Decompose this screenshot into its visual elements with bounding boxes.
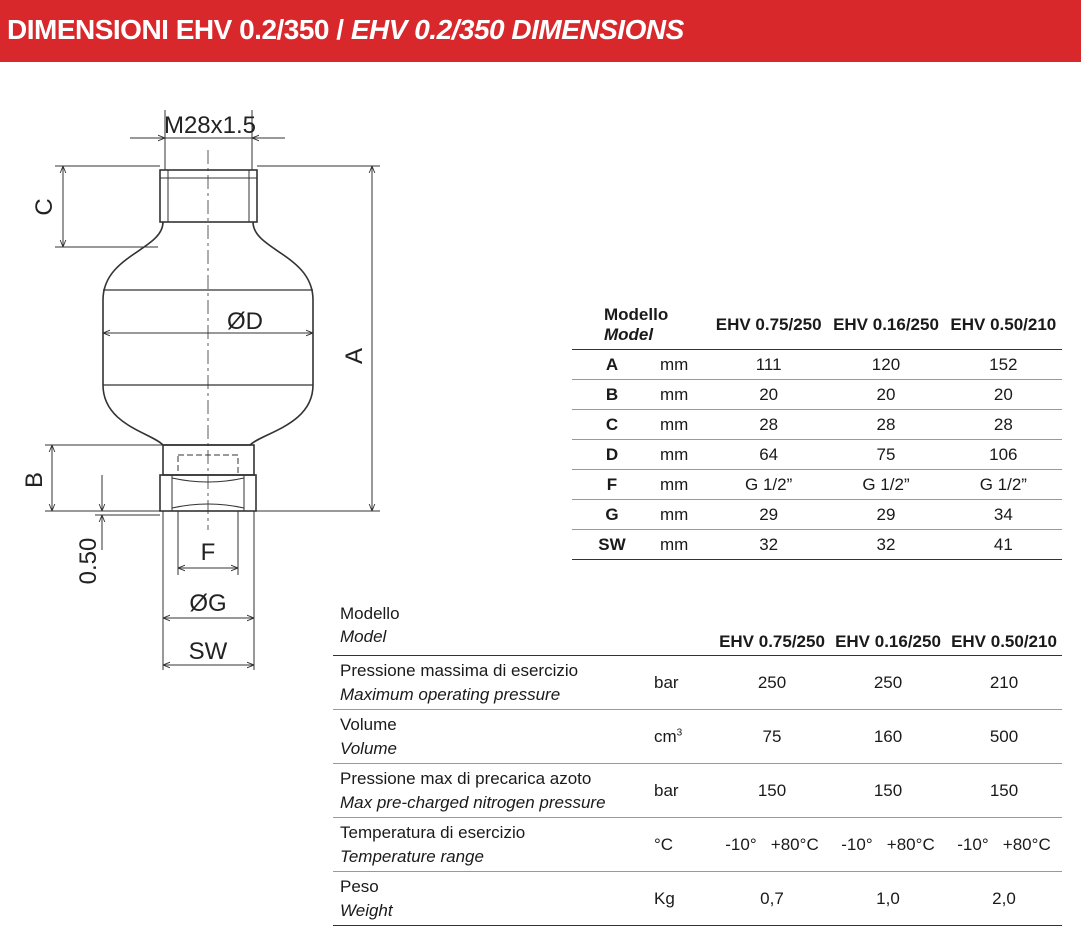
model-header-it: Modello	[604, 304, 669, 324]
title-separator: /	[329, 14, 351, 45]
value-cell: 28	[827, 410, 944, 440]
parameter-cell	[333, 656, 654, 710]
model-column-header: EHV 0.75/250	[710, 300, 827, 350]
unit-cell: Kg	[654, 872, 714, 926]
unit-cell: bar	[654, 764, 714, 818]
parameter-en: Temperature range	[340, 846, 484, 866]
value-cell: 2,0	[946, 872, 1062, 926]
dim-g-label: ØG	[189, 590, 227, 617]
value-cell: 250	[714, 656, 830, 710]
unit-cell: bar	[654, 656, 714, 710]
table-row	[572, 380, 1062, 410]
value-cell: 41	[945, 530, 1062, 560]
parameter-cell	[333, 818, 654, 872]
parameter-it: Pressione max di precarica azoto	[340, 768, 592, 788]
parameter-en: Volume	[340, 738, 398, 758]
value-cell: 29	[827, 500, 944, 530]
value-cell: 75	[827, 440, 944, 470]
parameter-it: Volume	[340, 714, 397, 734]
dim-f-label: F	[200, 539, 216, 566]
unit-cell: mm	[652, 500, 710, 530]
model-column-header: EHV 0.50/210	[945, 300, 1062, 350]
dim-c-label: C	[31, 198, 58, 216]
table-row	[333, 764, 1062, 818]
thread-label: M28x1.5	[163, 112, 257, 139]
dim-a-label: A	[341, 347, 368, 365]
model-header-it: Modello	[340, 604, 400, 623]
value-cell: 120	[827, 350, 944, 380]
value-cell: G 1/2”	[945, 470, 1062, 500]
dimension-label: G	[572, 500, 652, 530]
table-row	[572, 530, 1062, 560]
table-header-row	[572, 300, 1062, 350]
dimension-label: A	[572, 350, 652, 380]
title-english: EHV 0.2/350 DIMENSIONS	[350, 14, 684, 45]
value-cell: 0,7	[714, 872, 830, 926]
unit-cell	[654, 710, 714, 764]
value-cell: 111	[710, 350, 827, 380]
model-header	[333, 600, 654, 656]
value-cell: -10° +80°C	[830, 818, 946, 872]
table-header-row	[333, 600, 1062, 656]
table-row	[333, 710, 1062, 764]
value-cell: 106	[945, 440, 1062, 470]
dim-050-label: 0.50	[75, 537, 102, 585]
value-cell: 64	[710, 440, 827, 470]
value-cell: -10° +80°C	[946, 818, 1062, 872]
parameter-en: Weight	[340, 900, 393, 920]
unit-cell: mm	[652, 350, 710, 380]
model-header-en: Model	[340, 627, 387, 646]
dimension-label: B	[572, 380, 652, 410]
table-row	[572, 440, 1062, 470]
model-column-header: EHV 0.16/250	[827, 300, 944, 350]
model-column-header: EHV 0.75/250	[714, 600, 830, 656]
unit-cell: mm	[652, 470, 710, 500]
table-row	[572, 500, 1062, 530]
value-cell: 150	[714, 764, 830, 818]
title-italian: DIMENSIONI EHV 0.2/350	[7, 14, 330, 45]
value-cell: 150	[946, 764, 1062, 818]
parameter-cell	[333, 872, 654, 926]
value-cell: G 1/2”	[710, 470, 827, 500]
page-title	[7, 14, 684, 46]
dim-b-label: B	[21, 471, 48, 489]
value-cell: 34	[945, 500, 1062, 530]
parameter-it: Pressione massima di esercizio	[340, 660, 579, 680]
parameter-it: Temperatura di esercizio	[340, 822, 526, 842]
model-column-header: EHV 0.16/250	[830, 600, 946, 656]
unit-cell: mm	[652, 440, 710, 470]
model-header	[572, 300, 710, 350]
value-cell: -10° +80°C	[714, 818, 830, 872]
value-cell: 32	[827, 530, 944, 560]
value-cell: 152	[945, 350, 1062, 380]
unit-superscript: 3	[676, 726, 683, 738]
dimensions-table	[572, 300, 1062, 560]
dimension-label: SW	[572, 530, 652, 560]
value-cell: 1,0	[830, 872, 946, 926]
unit-column-header	[654, 600, 714, 656]
value-cell: 75	[714, 710, 830, 764]
parameter-cell	[333, 764, 654, 818]
table-row	[333, 818, 1062, 872]
value-cell: 28	[710, 410, 827, 440]
table-row	[333, 656, 1062, 710]
dimension-label: C	[572, 410, 652, 440]
value-cell: 28	[945, 410, 1062, 440]
value-cell: 160	[830, 710, 946, 764]
table-row	[572, 410, 1062, 440]
parameter-cell	[333, 710, 654, 764]
unit-text: cm	[654, 726, 677, 746]
value-cell: G 1/2”	[827, 470, 944, 500]
value-cell: 20	[710, 380, 827, 410]
table-row	[572, 350, 1062, 380]
model-column-header: EHV 0.50/210	[946, 600, 1062, 656]
value-cell: 20	[827, 380, 944, 410]
value-cell: 150	[830, 764, 946, 818]
specifications-table	[333, 600, 1062, 926]
parameter-it: Peso	[340, 876, 379, 896]
model-header-en: Model	[604, 324, 654, 344]
unit-cell: mm	[652, 410, 710, 440]
value-cell: 210	[946, 656, 1062, 710]
value-cell: 20	[945, 380, 1062, 410]
value-cell: 500	[946, 710, 1062, 764]
table-row	[333, 872, 1062, 926]
dimension-label: D	[572, 440, 652, 470]
dimension-label: F	[572, 470, 652, 500]
parameter-en: Max pre-charged nitrogen pressure	[340, 792, 606, 812]
dim-d-label: ØD	[227, 308, 263, 335]
value-cell: 250	[830, 656, 946, 710]
parameter-en: Maximum operating pressure	[340, 684, 561, 704]
value-cell: 29	[710, 500, 827, 530]
unit-cell: °C	[654, 818, 714, 872]
header-banner	[0, 0, 1081, 62]
dim-sw-label: SW	[188, 638, 228, 665]
table-row	[572, 470, 1062, 500]
unit-cell: mm	[652, 530, 710, 560]
value-cell: 32	[710, 530, 827, 560]
unit-cell: mm	[652, 380, 710, 410]
